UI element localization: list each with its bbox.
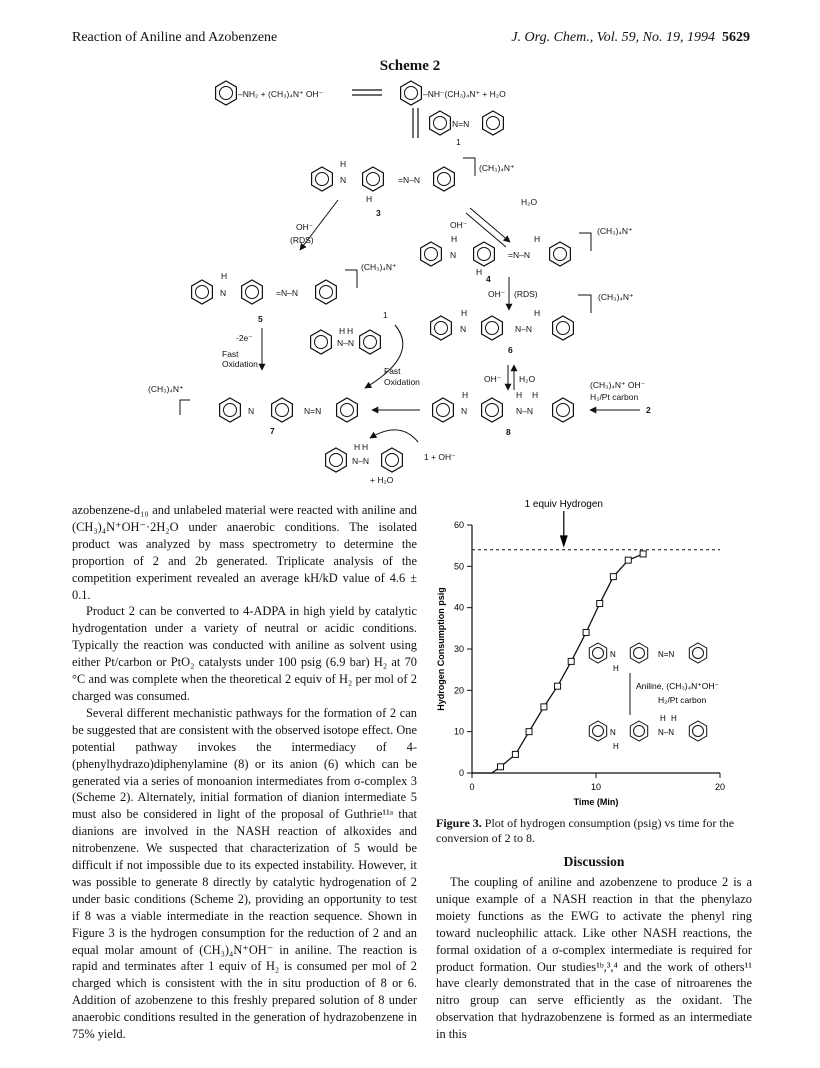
svg-text:Fast: Fast [222, 349, 239, 359]
svg-text:1 + OH⁻: 1 + OH⁻ [424, 452, 456, 462]
svg-text:N–N: N–N [516, 406, 534, 416]
inset-nn: N–N [658, 728, 675, 737]
annotation-label: 1 equiv Hydrogen [524, 499, 603, 510]
benzene-ring-circle [693, 726, 704, 737]
data-point [625, 557, 631, 563]
svg-text:H: H [339, 326, 346, 336]
svg-text:H: H [534, 234, 541, 244]
svg-text:OH⁻: OH⁻ [450, 220, 468, 230]
y-tick-label: 10 [453, 726, 464, 737]
data-point [541, 704, 547, 710]
y-tick-label: 60 [453, 520, 464, 530]
running-header: Reaction of Aniline and Azobenzene [72, 30, 278, 45]
svg-text:N: N [248, 406, 255, 416]
svg-text:(CH₃)₄N⁺: (CH₃)₄N⁺ [361, 262, 397, 272]
benzene-ring [630, 721, 647, 741]
benzene-ring [630, 643, 647, 663]
svg-text:N: N [460, 324, 467, 334]
compound-1-label: 1 [456, 137, 461, 147]
y-tick-label: 20 [453, 685, 464, 696]
svg-text:N–N: N–N [515, 324, 533, 334]
svg-text:N=N: N=N [304, 406, 322, 416]
svg-text:N–N: N–N [337, 338, 355, 348]
data-point [568, 658, 574, 664]
benzene-ring-circle [593, 648, 604, 659]
svg-text:N: N [220, 288, 227, 298]
compound-5-label: 5 [258, 314, 263, 324]
compound-2-label: 2 [646, 405, 651, 415]
compound-3-label: 3 [376, 208, 381, 218]
svg-text:H: H [462, 390, 469, 400]
svg-text:H: H [532, 390, 539, 400]
inset-h: H [613, 664, 619, 673]
svg-text:Oxidation: Oxidation [222, 359, 258, 369]
svg-text:H: H [534, 308, 541, 318]
compound-8-label: 8 [506, 427, 511, 437]
inset-catalyst: H₂/Pt carbon [658, 695, 707, 705]
journal-citation: J. Org. Chem., Vol. 59, No. 19, 1994 5629 [511, 30, 750, 45]
left-paragraph-1: azobenzene-d₁₀ and unlabeled material were reacted with aniline and (CH₃)₄N⁺OH⁻·2H₂O under anaerobic conditions. The isolated product was analyzed by mass spectrometry to determine the proportion of 2 and 2b generated. Triplicate analysis of the competition experiment revealed an average kH/kD value of 4.6 ± 0.1. [72, 503, 417, 602]
x-tick-label: 10 [590, 782, 602, 792]
svg-text:(CH₃)₄N⁺: (CH₃)₄N⁺ [598, 292, 634, 302]
svg-text:H: H [366, 194, 373, 204]
inset-h2: H [613, 742, 619, 751]
svg-text:N: N [461, 406, 468, 416]
benzene-ring [689, 643, 706, 663]
svg-text:N: N [450, 250, 457, 260]
inset-reagent: Aniline, (CH₃)₄N⁺OH⁻ [636, 681, 719, 691]
data-point [498, 764, 504, 770]
figure-caption: Figure 3. Plot of hydrogen consumption (psig) vs time for the conversion of 2 to 8. [436, 816, 735, 845]
data-point [610, 574, 616, 580]
page-number: 5629 [722, 30, 750, 45]
svg-text:H: H [347, 326, 354, 336]
compound-4-label: 4 [486, 274, 491, 284]
figure-3-chart [430, 493, 760, 813]
x-tick-label: 20 [714, 782, 726, 792]
inset-n2: N [610, 728, 616, 737]
svg-text:H: H [451, 234, 458, 244]
svg-text:(CH₃)₄N⁺: (CH₃)₄N⁺ [479, 163, 515, 173]
svg-text:(RDS): (RDS) [514, 289, 538, 299]
x-tick-label: 0 [469, 782, 475, 792]
left-paragraph-2: Product 2 can be converted to 4-ADPA in high yield by catalytic hydrogentation under a variety of neutral or acidic conditions. Typically the reaction was conducted with aniline as solvent using either Pt/carbon or PtO₂ catalysts under 100 psig (6.9 bar) H₂ at 70 °C and was complete when the theoretical 2 equiv of H₂ per mol of 2 charged was consumed. [72, 604, 417, 703]
inset-reaction [589, 643, 706, 741]
svg-text:(CH₃)₄N⁺: (CH₃)₄N⁺ [597, 226, 633, 236]
y-axis-label: Hydrogen Consumption psig [436, 587, 446, 711]
compound-7-label: 7 [270, 426, 275, 436]
svg-text:H: H [516, 390, 523, 400]
svg-text:H₂O: H₂O [519, 374, 536, 384]
svg-text:=N–N: =N–N [276, 288, 298, 298]
svg-text:H: H [362, 442, 369, 452]
discussion-heading: Discussion [563, 854, 625, 869]
svg-text:H: H [354, 442, 361, 452]
benzene-ring [589, 643, 606, 663]
scheme-2-drawing [0, 70, 820, 490]
data-point [555, 683, 561, 689]
y-tick-label: 30 [453, 644, 464, 654]
inset-h3: H [660, 714, 666, 723]
svg-text:H: H [340, 159, 347, 169]
annotation-arrow-head [560, 535, 568, 547]
benzene-ring-circle [634, 648, 645, 659]
y-tick-label: 40 [453, 602, 464, 613]
discussion-paragraph-1: The coupling of aniline and azobenzene to produce 2 is a unique example of a NASH reaction in that the phenylazo moiety functions as the EWG to activate the phenyl ring toward nucleophilic attack. Like other NASH reactions, the formal oxidation of a σ-complex intermediate is required for product formation. Our studies¹ᵇ,³,⁴ and the work of others¹¹ have clearly demonstrated that in the case of nitroarenes the nitro group can serve efficiently as the oxidant. The observation that hydrazobenzene is formed as an intermediate in this [436, 875, 752, 1042]
svg-text:Oxidation: Oxidation [384, 377, 420, 387]
scheme-title: Scheme 2 [379, 58, 441, 74]
aniline-ring [216, 81, 237, 105]
data-point [640, 551, 646, 557]
eq-left-text: –NH₂ + (CH₃)₄N⁺ OH⁻ [238, 89, 324, 99]
data-point [583, 629, 589, 635]
svg-text:H: H [476, 267, 483, 277]
svg-text:=N–N: =N–N [508, 250, 530, 260]
data-point [526, 729, 532, 735]
benzene-ring-circle [693, 648, 704, 659]
svg-text:(RDS): (RDS) [290, 235, 314, 245]
svg-text:=N–N: =N–N [398, 175, 420, 185]
svg-text:OH⁻: OH⁻ [484, 374, 502, 384]
benzene-ring-circle [634, 726, 645, 737]
svg-text:H₂/Pt carbon: H₂/Pt carbon [590, 392, 639, 402]
benzene-ring [589, 721, 606, 741]
left-column [72, 502, 417, 1043]
left-paragraph-3: Several different mechanistic pathways for the formation of 2 can be suggested that are consistent with the observed isotope effect. One potential pathway invokes the intermediacy of 4-(phenylhydrazo)diphenylamine (8) or its anion (6) which can be generated via a series of monoanion intermediates from σ-complex 3 (Scheme 2). Alternately, initial formation of dianion intermediate 5 must also be considered in light of the proposal of Guthrie¹¹ᵃ that dianions are involved in the NASH reaction of alkoxides and nitrobenzene. We suspected that characterization of 5 would be difficult if not impossible due to its expected instability. However, it was possible to generate 8 directly by catalytic hydrogenation of 2 under basic conditions (Scheme 2), providing an opportunity to test if 8 was a viable intermediate in the reaction sequence. Shown in Figure 3 is the hydrogen consumption for the reduction of 2 and an equal molar amount of (CH₃)₄N⁺OH⁻ in aniline. The reaction is rapid and terminates after 1 equiv of H₂ is consumed per mol of 2 charged which is consistent with the in situ production of 8 or 6. Addition of azobenzene to this freshly prepared solution of 8 under anaerobic conditions resulted in the generation of hydrazobenzene in 75% yield. [72, 705, 417, 1042]
svg-text:(CH₃)₄N⁺ OH⁻: (CH₃)₄N⁺ OH⁻ [590, 380, 646, 390]
y-tick-label: 0 [458, 768, 464, 778]
svg-text:H: H [221, 271, 228, 281]
svg-text:N–N: N–N [352, 456, 370, 466]
eq-right-text: –NH⁻(CH₃)₄N⁺ + H₂O [423, 89, 506, 99]
benzene-ring-circle [593, 726, 604, 737]
x-axis-label: Time (Min) [573, 797, 619, 807]
data-point [597, 601, 603, 607]
svg-text:+ H₂O: + H₂O [370, 475, 394, 485]
y-tick-label: 50 [453, 561, 464, 572]
azo-label: N=N [452, 119, 470, 129]
inset-h4: H [671, 714, 677, 723]
right-column [436, 874, 752, 1043]
inset-azo: N=N [658, 650, 675, 659]
svg-text:N: N [340, 175, 347, 185]
inset-n: N [610, 650, 616, 659]
svg-text:OH⁻: OH⁻ [488, 289, 506, 299]
benzene-ring [689, 721, 706, 741]
svg-text:H: H [461, 308, 468, 318]
svg-text:OH⁻: OH⁻ [296, 222, 314, 232]
svg-text:H₂O: H₂O [521, 197, 538, 207]
compound-6-label: 6 [508, 345, 513, 355]
svg-text:(CH₃)₄N⁺: (CH₃)₄N⁺ [148, 384, 184, 394]
svg-text:1: 1 [383, 310, 388, 320]
svg-text:Fast: Fast [384, 366, 401, 376]
data-point [512, 751, 518, 757]
svg-text:-2e⁻: -2e⁻ [236, 333, 253, 343]
